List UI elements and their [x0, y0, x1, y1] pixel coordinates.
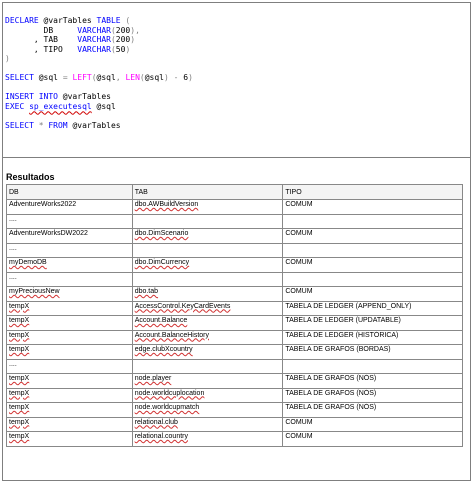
code-token: 50 — [115, 44, 126, 54]
table-row — [7, 200, 463, 215]
code-token: DECLARE — [5, 16, 44, 25]
code-token: EXEC — [5, 101, 30, 111]
code-token: = — [62, 73, 73, 82]
cell-tipo[interactable] — [283, 214, 463, 229]
code-token: * — [38, 120, 49, 130]
cell-text: COMUM — [285, 433, 313, 440]
cell-text: .... — [9, 273, 17, 281]
code-token: ) — [130, 35, 136, 44]
cell-text: edge.clubXcountry — [134, 346, 193, 353]
cell-db[interactable] — [7, 316, 133, 331]
cell-db[interactable] — [7, 417, 133, 432]
code-token: @varTables — [72, 120, 121, 130]
cell-text: TABELA DE GRAFOS (NÓS) — [285, 389, 377, 397]
cell-db[interactable] — [7, 403, 133, 418]
code-token: @sql — [91, 101, 116, 111]
cell-text: tempX — [9, 317, 30, 324]
code-token: @varTables — [43, 16, 97, 25]
code-token: TABLE — [96, 16, 126, 25]
code-token: ( — [125, 16, 131, 25]
code-token: @sql — [144, 73, 164, 82]
results-header-row — [7, 185, 463, 200]
code-line — [5, 121, 470, 131]
cell-text: TABELA DE LEDGER (UPDATABLE) — [285, 317, 401, 324]
cell-tab[interactable] — [132, 229, 283, 244]
cell-text: tempX — [9, 375, 30, 382]
table-row — [7, 258, 463, 273]
cell-text: COMUM — [285, 418, 313, 426]
cell-tipo[interactable] — [283, 417, 463, 432]
cell-text: relational.country — [134, 433, 188, 440]
cell-text: AdventureWorks2022 — [9, 201, 77, 208]
code-token: FROM — [48, 120, 73, 130]
code-token: SELECT — [5, 120, 39, 130]
code-token: VARCHAR — [77, 35, 111, 44]
cell-text: AdventureWorksDW2022 — [9, 230, 88, 237]
code-line — [5, 35, 470, 45]
cell-tab[interactable] — [132, 374, 283, 389]
cell-tab[interactable] — [132, 403, 283, 418]
table-row — [7, 316, 463, 331]
cell-tipo[interactable] — [283, 359, 463, 374]
column-header-tipo[interactable]: TIPO — [283, 185, 463, 200]
cell-text: tempX — [9, 302, 30, 310]
cell-text: tempX — [9, 331, 30, 339]
cell-text: COMUM — [285, 288, 313, 295]
cell-text: node.player — [134, 375, 172, 382]
cell-tipo[interactable] — [283, 258, 463, 273]
cell-tab[interactable] — [132, 417, 283, 432]
code-token: ( — [110, 25, 116, 35]
column-header-db[interactable]: DB — [7, 185, 133, 200]
cell-text: TABELA DE GRAFOS (NÓS) — [285, 404, 377, 411]
cell-tipo[interactable] — [283, 388, 463, 403]
code-token: ( — [110, 44, 116, 54]
cell-text: dbo.AWBuildVersion — [134, 201, 199, 208]
table-row — [7, 432, 463, 447]
cell-text: tempX — [9, 346, 30, 353]
cell-db[interactable] — [7, 388, 133, 403]
table-row — [7, 214, 463, 229]
cell-tab[interactable] — [132, 316, 283, 331]
cell-db[interactable] — [7, 229, 133, 244]
cell-tipo[interactable] — [283, 374, 463, 389]
code-token: sp_executesql — [29, 101, 92, 111]
code-token: @sql — [96, 73, 116, 82]
table-row — [7, 403, 463, 418]
code-line — [5, 111, 470, 121]
code-line — [5, 16, 470, 26]
code-token: ( — [139, 73, 145, 82]
code-token: 200 — [115, 25, 131, 35]
table-row — [7, 345, 463, 360]
code-token: ), — [130, 25, 140, 35]
table-row — [7, 388, 463, 403]
cell-text: dbo.DimScenario — [134, 230, 189, 237]
cell-tab[interactable] — [132, 301, 283, 316]
cell-text: COMUM — [285, 230, 313, 237]
cell-tipo[interactable] — [283, 287, 463, 302]
cell-tab[interactable] — [132, 243, 283, 258]
cell-tipo[interactable] — [283, 272, 463, 287]
table-row — [7, 374, 463, 389]
code-token: ) — [125, 44, 131, 54]
cell-tab[interactable] — [132, 287, 283, 302]
results-title: Resultados — [6, 172, 55, 182]
table-row — [7, 229, 463, 244]
code-line — [5, 102, 470, 112]
code-line — [5, 83, 470, 93]
code-token: ) - — [164, 73, 184, 82]
cell-db[interactable] — [7, 345, 133, 360]
code-token: DB — [5, 25, 78, 35]
code-token: 200 — [115, 35, 131, 44]
code-line — [5, 64, 470, 74]
cell-db[interactable] — [7, 432, 133, 447]
column-header-tab[interactable]: TAB — [132, 185, 283, 200]
code-token: ) — [188, 73, 193, 82]
cell-tab[interactable] — [132, 200, 283, 215]
cell-text: dbo.tab — [134, 288, 159, 295]
cell-text: node.worldcuplocation — [134, 389, 205, 397]
cell-tipo[interactable] — [283, 200, 463, 215]
code-token: , — [115, 73, 126, 82]
sql-code-editor[interactable] — [3, 3, 470, 158]
cell-text: node.worldcupmatch — [134, 404, 200, 411]
cell-tab[interactable] — [132, 345, 283, 360]
cell-db[interactable] — [7, 330, 133, 345]
cell-tab[interactable] — [132, 388, 283, 403]
cell-text: tempX — [9, 404, 30, 411]
cell-text: tempX — [9, 418, 30, 426]
cell-tipo[interactable] — [283, 316, 463, 331]
cell-text: Account.BalanceHistory — [134, 331, 210, 339]
cell-db[interactable] — [7, 287, 133, 302]
cell-tipo[interactable] — [283, 229, 463, 244]
cell-text: .... — [9, 215, 17, 223]
cell-text: COMUM — [285, 201, 313, 208]
cell-text: TABELA DE GRAFOS (BORDAS) — [285, 346, 391, 353]
code-line — [5, 54, 470, 64]
cell-tab[interactable] — [132, 359, 283, 374]
cell-tipo[interactable] — [283, 243, 463, 258]
code-token: ( — [91, 73, 97, 82]
cell-tab[interactable] — [132, 214, 283, 229]
cell-text: COMUM — [285, 259, 313, 266]
table-row — [7, 417, 463, 432]
code-token: SELECT — [5, 73, 39, 82]
table-row — [7, 359, 463, 374]
table-row — [7, 243, 463, 258]
cell-text: tempX — [9, 433, 30, 440]
cell-db[interactable] — [7, 301, 133, 316]
cell-text: .... — [9, 360, 17, 368]
code-token: , TIPO — [5, 44, 78, 54]
cell-text: relational.club — [134, 418, 178, 426]
code-token: VARCHAR — [77, 44, 111, 54]
code-line — [5, 45, 470, 55]
cell-text: myPreciousNew — [9, 288, 60, 295]
table-row — [7, 272, 463, 287]
cell-tab[interactable] — [132, 258, 283, 273]
table-row — [7, 330, 463, 345]
code-token: @varTables — [62, 92, 111, 101]
cell-db[interactable] — [7, 272, 133, 287]
cell-text: myDemoDB — [9, 259, 47, 266]
cell-tipo[interactable] — [283, 403, 463, 418]
code-line — [5, 92, 470, 102]
cell-db[interactable] — [7, 359, 133, 374]
cell-text: TABELA DE LEDGER (APPEND_ONLY) — [285, 302, 412, 310]
code-token: 6 — [183, 73, 189, 82]
cell-db[interactable] — [7, 258, 133, 273]
results-table — [6, 184, 463, 447]
cell-tab[interactable] — [132, 432, 283, 447]
code-token: ) — [5, 54, 10, 63]
code-token: ( — [110, 35, 116, 44]
code-token: LEN — [125, 73, 140, 82]
table-row — [7, 287, 463, 302]
code-token: INSERT INTO — [5, 92, 63, 101]
cell-tab[interactable] — [132, 272, 283, 287]
cell-tipo[interactable] — [283, 301, 463, 316]
cell-tipo[interactable] — [283, 432, 463, 447]
cell-tipo[interactable] — [283, 330, 463, 345]
cell-tab[interactable] — [132, 330, 283, 345]
cell-db[interactable] — [7, 243, 133, 258]
cell-db[interactable] — [7, 214, 133, 229]
code-token: LEFT — [72, 73, 92, 82]
table-row — [7, 301, 463, 316]
code-line — [5, 26, 470, 36]
cell-text: dbo.DimCurrency — [134, 259, 190, 266]
cell-text: AccessControl.KeyCardEvents — [134, 302, 231, 310]
cell-text: Account.Balance — [134, 317, 188, 324]
cell-text: TABELA DE GRAFOS (NÓS) — [285, 375, 377, 382]
cell-text: .... — [9, 244, 17, 252]
code-token: , TAB — [5, 35, 78, 44]
screenshot-frame — [2, 2, 471, 481]
code-token: @sql — [38, 73, 63, 82]
cell-text: tempX — [9, 389, 30, 397]
code-token: VARCHAR — [77, 25, 111, 35]
cell-tipo[interactable] — [283, 345, 463, 360]
cell-db[interactable] — [7, 374, 133, 389]
cell-text: TABELA DE LEDGER (HISTÓRICA) — [285, 331, 399, 339]
cell-db[interactable] — [7, 200, 133, 215]
code-line — [5, 73, 470, 83]
